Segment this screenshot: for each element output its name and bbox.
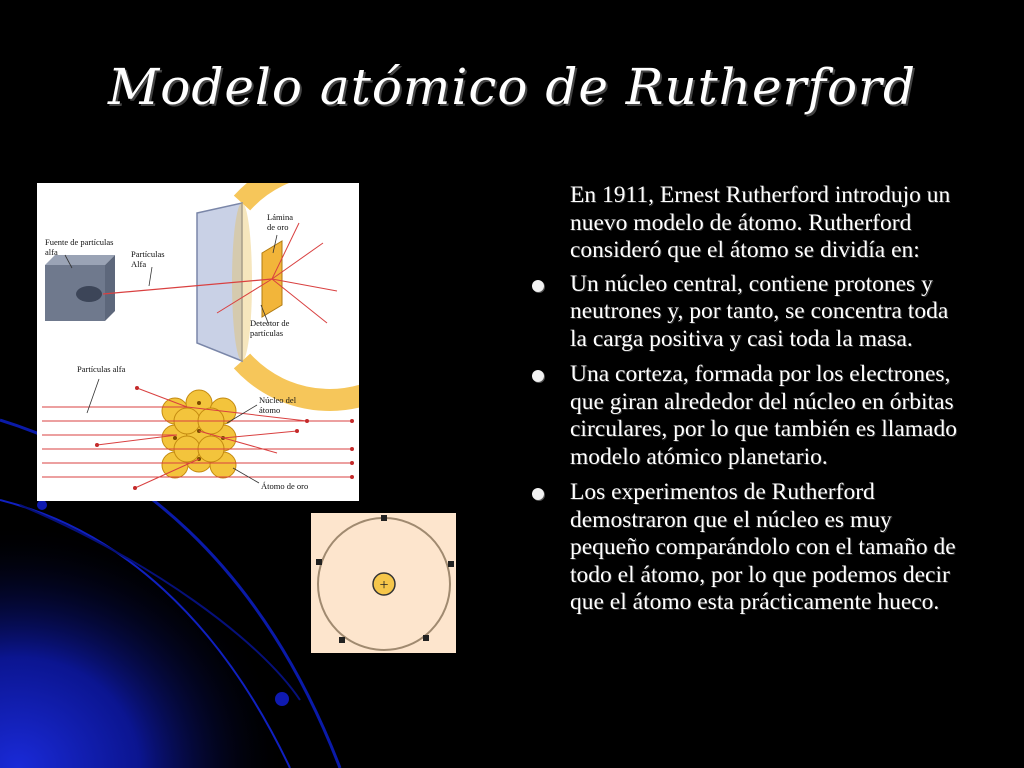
list-item (530, 479, 970, 617)
bullet-icon (532, 488, 544, 500)
intro-paragraph: En 1911, Ernest Rutherford introdujo un nuevo modelo de átomo. Rutherford consideró que el átomo se dividía en: (570, 182, 951, 263)
content-text (530, 182, 970, 625)
label-source: Fuente de partículas (45, 237, 114, 247)
label-detector-2: partículas (250, 328, 284, 338)
label-gold-atom: Átomo de oro (261, 481, 309, 491)
bullet-text: Un núcleo central, contiene protones y neutrones y, por tanto, se concentra toda la carga positiva y casi toda la masa. (570, 270, 949, 352)
label-detector: Detector de (250, 318, 290, 328)
nucleus-symbol: + (379, 577, 389, 594)
bullet-list (530, 271, 970, 617)
list-item (530, 271, 970, 354)
bullet-text: Una corteza, formada por los electrones, que giran alrededor del núcleo en órbitas circulares, por lo que también es llamado modelo atómico planetario. (570, 361, 957, 470)
slide-title: Modelo atómico de Rutherford (108, 58, 916, 116)
label-nucleus: Núcleo del (259, 395, 297, 405)
label-alpha-particles-2: Alfa (131, 259, 147, 269)
label-gold-foil: Lámina (267, 212, 293, 222)
bullet-icon (532, 370, 544, 382)
planetary-atom-diagram (311, 513, 456, 653)
label-gold-foil-2: de oro (267, 222, 289, 232)
label-source-2: alfa (45, 247, 58, 257)
label-alpha-particles: Partículas (131, 249, 165, 259)
list-item (530, 361, 970, 471)
label-alpha-lower: Partículas alfa (77, 364, 126, 374)
label-nucleus-2: átomo (259, 405, 281, 415)
bullet-icon (532, 280, 544, 292)
rutherford-experiment-diagram (37, 183, 359, 501)
bullet-text: Los experimentos de Rutherford demostraron que el núcleo es muy pequeño comparándolo con el tamaño de todo el átomo, por lo que podemos decir que el átomo esta prácticamente hueco. (570, 479, 956, 615)
